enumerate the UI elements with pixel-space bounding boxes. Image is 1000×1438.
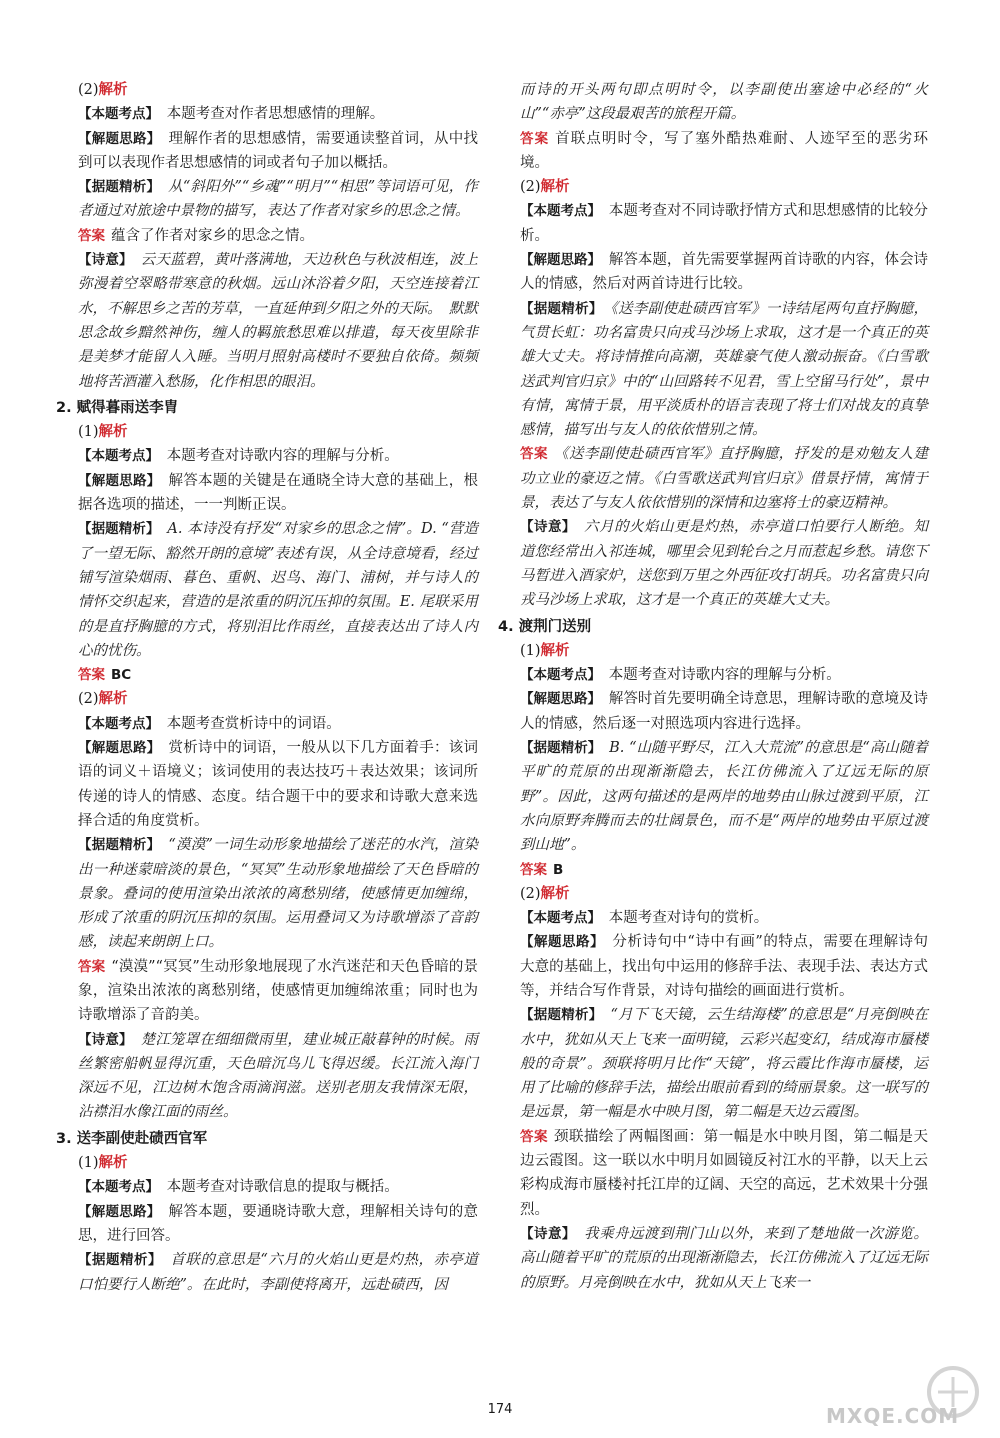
silu-paragraph: 【解题思路】 解答本题，要通晓诗歌大意，理解相关诗句的意思，进行回答。 <box>78 1203 478 1244</box>
shiyi-paragraph: 【诗意】 楚江笼罩在细细微雨里，建业城正敲暮钟的时候。雨丝繁密船帆显得沉重，天色暗沉鸟儿飞得迟缓。长江流入海门深远不见，江边树木饱含雨滴润滋。送别老朋友我情深无限，沾襟泪水像江面的雨丝。 <box>78 1031 479 1121</box>
answer-paragraph: 答案 首联点明时令，写了塞外酷热难耐、人迹罕至的恶劣环境。 <box>520 130 929 171</box>
kaodian-paragraph: 【本题考点】 本题考查对不同诗歌抒情方式和思想感情的比较分析。 <box>520 203 929 244</box>
jingxi-paragraph: 【据题精析】 B. “山随平野尽，江入大荒流”的意思是“高山随着平旷的荒原的出现渐渐隐去，长江仿佛流入了辽远无际的原野”。因此，这两句描述的是两岸的地势由山脉过渡到平原，江水向原野奔腾而去的壮阔景色，而不是“两岸的地势由平原过渡到山地”。 <box>520 740 928 854</box>
jingxi-paragraph: 【据题精析】 A. 本诗没有抒发“对家乡的思念之情”。D. “营造了一望无际、豁然开朗的意境”表述有误，从全诗意境看，经过铺写渲染烟雨、暮色、重帆、迟鸟、海门、浦树，并与诗人的情怀交织起来，营造的是浓重的阴沉压抑的氛围。E. 尾联采用的是直抒胸臆的方式，将别泪比作雨丝，直接表达出了诗人内心的忧伤。 <box>78 521 479 659</box>
jingxi-paragraph: 【据题精析】 《送李副使赴碛西官军》一诗结尾两句直抒胸臆，气贯长虹：功名富贵只向戎马沙场上求取，这才是一个真正的英雄大丈夫。将诗情推向高潮，英雄豪气使人激动振奋。《白雪歌送武判官归京》中的“山回路转不见君，雪上空留马行处”，景中有情，寓情于景，用平淡质朴的语言表现了将士们对战友的真挚感情，描写出与友人的依依惜别之情。 <box>520 300 929 439</box>
subquestion-header: (2)解析 <box>520 885 570 902</box>
question-heading: 3. 送李副使赴碛西官军 <box>56 1130 208 1147</box>
subquestion-header: (1)解析 <box>520 642 570 659</box>
watermark-logo: MXQE.COM <box>818 1362 988 1432</box>
kaodian-paragraph: 【本题考点】 本题考查对诗句的赏析。 <box>520 910 769 927</box>
subquestion-header: (2)解析 <box>78 691 128 708</box>
shiyi-paragraph: 【诗意】 我乘舟远渡到荆门山以外，来到了楚地做一次游览。高山随着平旷的荒原的出现渐渐隐去，长江仿佛流入了辽远无际的原野。月亮倒映在水中，犹如从天上飞来一 <box>520 1225 929 1291</box>
silu-paragraph: 【解题思路】 赏析诗中的词语，一般从以下几方面着手：该词语的词义＋语境义；该词使用的表达技巧＋表达效果；该词所传递的诗人的情感、态度。结合题干中的要求和诗歌大意来选择合适的角度赏析。 <box>78 740 478 829</box>
jingxi-paragraph: 【据题精析】 从“斜阳外”“乡魂”“明月”“相思”等词语可见，作者通过对旅途中景物的描写，表达了作者对家乡的思念之情。 <box>78 179 479 220</box>
subquestion-header: (2)解析 <box>78 82 128 98</box>
jingxi-paragraph: 【据题精析】 “漠漠”一词生动形象地描绘了迷茫的水汽，渲染出一种迷蒙暗淡的景色，“冥冥”生动形象地描绘了天色昏暗的景象。叠词的使用渲染出浓浓的离愁别绪，使感情更加缠绵，形成了浓重的阴沉压抑的氛围。运用叠词又为诗歌增添了音韵感，读起来朗朗上口。 <box>78 837 479 951</box>
subquestion-header: (1)解析 <box>78 424 128 441</box>
silu-paragraph: 【解题思路】 解答本题的关键是在通晓全诗大意的基础上，根据各选项的描述，一一判断正误。 <box>78 472 478 514</box>
question-heading: 2. 赋得暮雨送李胄 <box>56 399 179 416</box>
kaodian-paragraph: 【本题考点】 本题考查对诗歌信息的提取与概括。 <box>78 1179 399 1196</box>
continued-paragraph: 而诗的开头两句即点明时令，以李副使出塞途中必经的“火山”“赤亭”这段最艰苦的旅程开篇。 <box>520 82 928 123</box>
silu-paragraph: 【解题思路】 理解作者的思想感情，需要通读整首词，从中找到可以表现作者思想感情的词或者句子加以概括。 <box>78 130 478 171</box>
kaodian-paragraph: 【本题考点】 本题考查对作者思想感情的理解。 <box>78 106 385 123</box>
kaodian-paragraph: 【本题考点】 本题考查对诗歌内容的理解与分析。 <box>78 448 399 465</box>
silu-paragraph: 【解题思路】 分析诗句中“诗中有画”的特点，需要在理解诗句大意的基础上，找出句中运用的修辞手法、表现手法、表达方式等，并结合写作背景，对诗句描绘的画面进行赏析。 <box>520 934 928 999</box>
answer-paragraph: 答案 蕴含了作者对家乡的思念之情。 <box>78 227 314 244</box>
question-heading: 4. 渡荆门送别 <box>498 618 592 635</box>
kaodian-paragraph: 【本题考点】 本题考查对诗歌内容的理解与分析。 <box>520 667 841 684</box>
subquestion-header: (2)解析 <box>520 179 570 196</box>
answer-paragraph: 答案 “漠漠”“冥冥”生动形象地展现了水汽迷茫和天色昏暗的景象，渲染出浓浓的离愁别绪，使感情更加缠绵浓重；同时也为诗歌增添了音韵美。 <box>78 958 479 1024</box>
answer-paragraph: 答案 BC <box>78 667 132 684</box>
left-column <box>56 78 479 1297</box>
silu-paragraph: 【解题思路】 解答时首先要明确全诗意思，理解诗歌的意境及诗人的情感，然后逐一对照选项内容进行选择。 <box>520 691 929 732</box>
page-number: 174 <box>487 1402 513 1417</box>
answer-paragraph: 答案 颈联描绘了两幅图画：第一幅是水中映月图，第二幅是天边云霞图。这一联以水中明月如圆镜反衬江水的平静，以天上云彩构成海市蜃楼衬托江岸的辽阔、天空的高远，艺术效果十分强烈。 <box>520 1128 929 1218</box>
answer-paragraph: 答案 《送李副使赴碛西官军》直抒胸臆，抒发的是劝勉友人建功立业的豪迈之情。《白雪歌送武判官归京》借景抒情，寓情于景，表达了与友人依依惜别的深情和边塞将士的豪迈精神。 <box>520 446 929 512</box>
subquestion-header: (1)解析 <box>78 1155 128 1172</box>
shiyi-paragraph: 【诗意】 云天蓝碧，黄叶落满地，天边秋色与秋波相连，波上弥漫着空翠略带寒意的秋烟。远山沐浴着夕阳，天空连接着江水，不解思乡之苦的芳草，一直延伸到夕阳之外的天际。 默默思念故乡黯然神伤，缠人的羁旅愁思难以排遣，每天夜里除非是美梦才能留人入睡。当明月照射高楼时不要独自依倚。频频地将苦酒灌入愁肠，化作相思的眼泪。 <box>78 252 479 390</box>
jingxi-paragraph: 【据题精析】 “月下飞天镜，云生结海楼”的意思是“月亮倒映在水中，犹如从天上飞来一面明镜，云彩兴起变幻，结成海市蜃楼般的奇景”。颈联将明月比作“天镜”，将云霞比作海市蜃楼，运用了比喻的修辞手法，描绘出眼前看到的绮丽景象。这一联写的是远景，第一幅是水中映月图，第二幅是天边云霞图。 <box>520 1007 929 1121</box>
silu-paragraph: 【解题思路】 解答本题，首先需要掌握两首诗歌的内容，体会诗人的情感，然后对两首诗进行比较。 <box>520 252 929 293</box>
shiyi-paragraph: 【诗意】 六月的火焰山更是灼热，赤亭道口怕要行人断绝。知道您经常出入祁连城，哪里会见到轮台之月而惹起乡愁。请您下马暂进入酒家炉，送您到万里之外西征攻打胡兵。功名富贵只向戎马沙场上求取，这才是一个真正的英雄大丈夫。 <box>520 519 929 609</box>
kaodian-paragraph: 【本题考点】 本题考查赏析诗中的词语。 <box>78 715 341 732</box>
jingxi-paragraph: 【据题精析】 首联的意思是“六月的火焰山更是灼热，赤亭道口怕要行人断绝”。在此时，李副使将离开，远赴碛西，因 <box>78 1252 478 1293</box>
right-column <box>498 78 929 1295</box>
answer-paragraph: 答案 B <box>520 861 564 878</box>
